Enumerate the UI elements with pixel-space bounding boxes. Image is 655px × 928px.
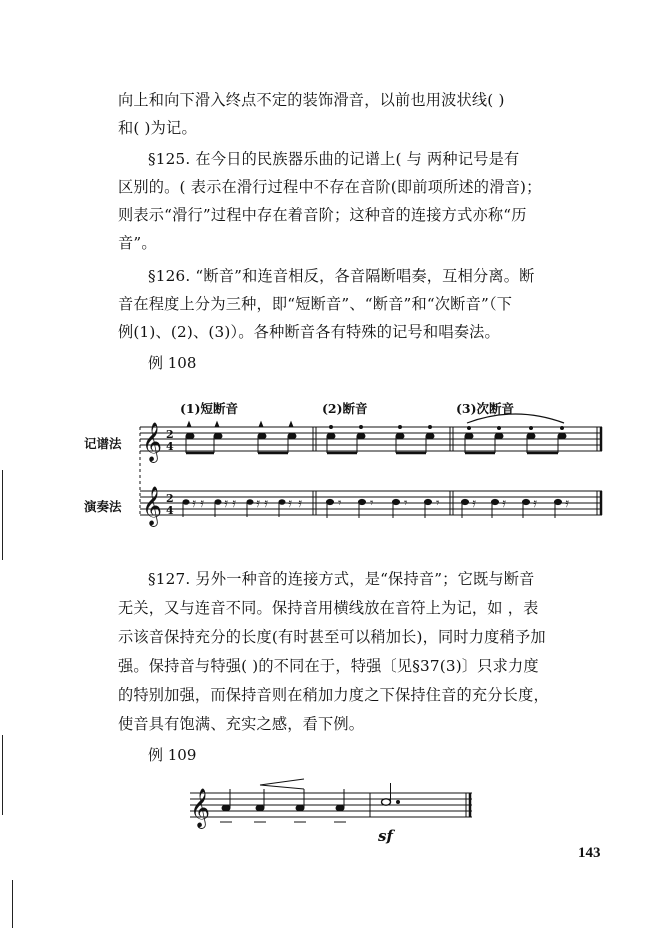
svg-text:𝄿: 𝄿 bbox=[472, 496, 476, 511]
row-label: 演奏法 bbox=[84, 499, 122, 514]
score-heading: (3)次断音 bbox=[456, 401, 515, 416]
svg-text:𝄿: 𝄿 bbox=[224, 496, 228, 511]
text-line: 的特别加强，而保持音则在稍加力度之下保持住音的充分长度， bbox=[118, 686, 549, 704]
svg-text:4: 4 bbox=[166, 440, 174, 453]
svg-text:𝄾: 𝄾 bbox=[338, 496, 342, 511]
svg-text:𝄞: 𝄞 bbox=[190, 788, 211, 828]
svg-text:𝄾: 𝄾 bbox=[370, 496, 374, 511]
text-line: 音”。 bbox=[118, 234, 157, 252]
margin-line bbox=[12, 880, 13, 928]
svg-text:sf: sf bbox=[378, 827, 393, 845]
text-line: 无关，又与连音不同。保持音用横线放在音符上为记，如 ，表 bbox=[118, 599, 539, 617]
svg-text:𝄿: 𝄿 bbox=[264, 496, 268, 511]
example-label: 例 108 bbox=[148, 354, 197, 372]
svg-text:4: 4 bbox=[166, 504, 174, 517]
example-label: 例 109 bbox=[148, 746, 197, 764]
svg-text:𝄿: 𝄿 bbox=[232, 496, 236, 511]
text-line: 向上和向下滑入终点不定的装饰滑音，以前也用波状线( ) bbox=[118, 91, 505, 109]
svg-text:𝄾: 𝄾 bbox=[404, 496, 408, 511]
svg-text:𝄿: 𝄿 bbox=[533, 496, 537, 511]
row-label: 记谱法 bbox=[84, 436, 122, 451]
example-108-score bbox=[0, 405, 655, 545]
svg-text:𝄿: 𝄿 bbox=[256, 496, 260, 511]
text-line: 使音具有饱满、充实之感，看下例。 bbox=[118, 715, 365, 733]
text-line: §127. 另外一种音的连接方式，是“保持音”；它既与断音 bbox=[148, 570, 535, 588]
svg-text:𝄿: 𝄿 bbox=[298, 496, 302, 511]
svg-text:2: 2 bbox=[166, 492, 174, 505]
text-line: 区别的。( 表示在滑行过程中不存在音阶(即前项所述的滑音)； bbox=[118, 178, 542, 196]
svg-text:𝄞: 𝄞 bbox=[142, 486, 163, 526]
svg-text:𝄞: 𝄞 bbox=[142, 422, 163, 462]
text-line: 强。保持音与特强( )的不同在于，特强〔见§37(3)〕只求力度 bbox=[118, 657, 539, 675]
svg-text:𝄾: 𝄾 bbox=[436, 496, 440, 511]
svg-text:𝄿: 𝄿 bbox=[200, 496, 204, 511]
example-109-score bbox=[0, 775, 655, 845]
score-heading: (2)断音 bbox=[322, 401, 368, 416]
text-line: §125. 在今日的民族器乐曲的记谱上( 与 两种记号是有 bbox=[148, 150, 520, 168]
text-line: 则表示“滑行”过程中存在着音阶；这种音的连接方式亦称“历 bbox=[118, 206, 527, 224]
page-number: 143 bbox=[578, 845, 601, 861]
svg-text:𝄿: 𝄿 bbox=[565, 496, 569, 511]
text-line: 例(1)、(2)、(3)）。各种断音各有特殊的记号和唱奏法。 bbox=[118, 323, 500, 341]
text-line: 和( )为记。 bbox=[118, 119, 197, 137]
svg-text:𝄿: 𝄿 bbox=[288, 496, 292, 511]
svg-text:2: 2 bbox=[166, 428, 174, 441]
text-line: §126. “断音”和连音相反，各音隔断唱奏，互相分离。断 bbox=[148, 267, 535, 285]
text-line: 音在程度上分为三种，即“短断音”、“断音”和“次断音”（下 bbox=[118, 295, 513, 313]
svg-text:𝄿: 𝄿 bbox=[192, 496, 196, 511]
score-heading: (1)短断音 bbox=[180, 401, 239, 416]
text-line: 示该音保持充分的长度(有时甚至可以稍加长)，同时力度稍予加 bbox=[118, 628, 546, 646]
svg-text:𝄿: 𝄿 bbox=[502, 496, 506, 511]
